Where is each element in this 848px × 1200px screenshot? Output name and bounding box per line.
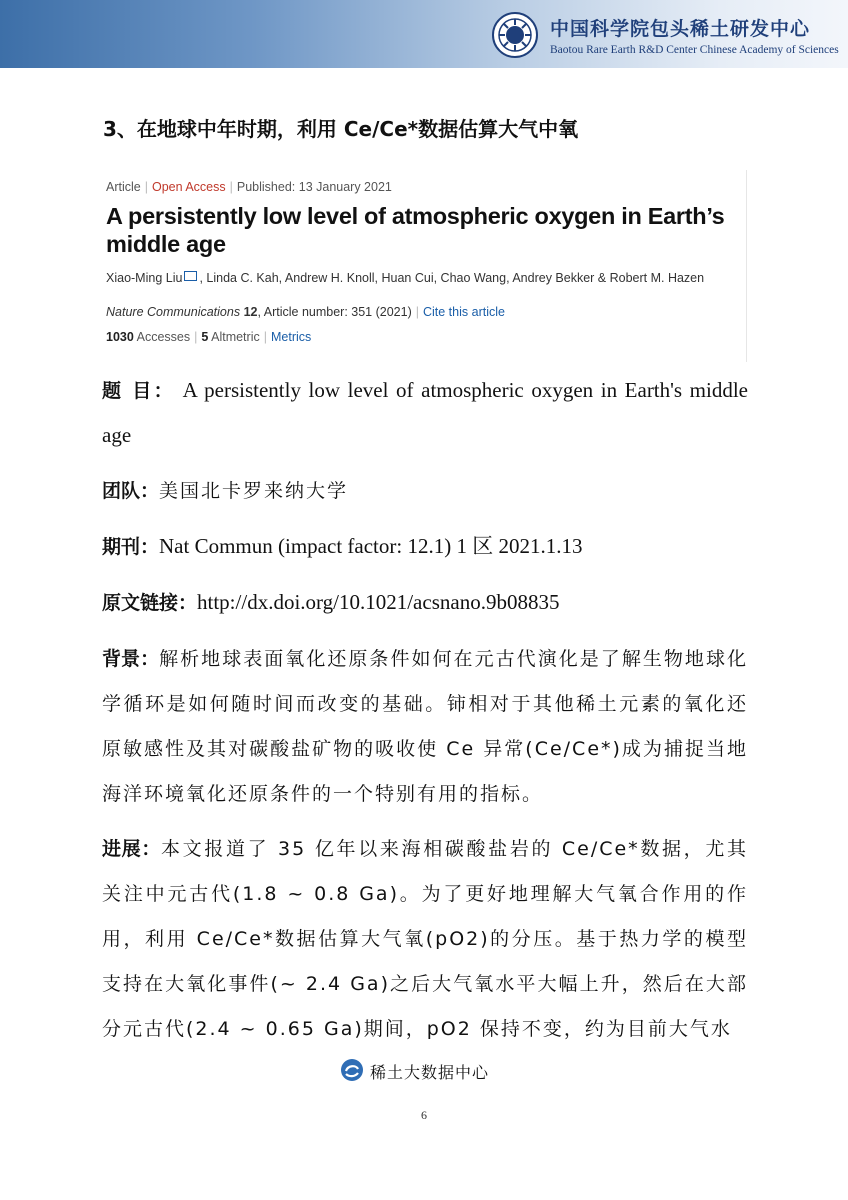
metrics-line: 1030 Accesses | 5 Altmetric | Metrics bbox=[106, 330, 312, 344]
progress-field bbox=[102, 826, 748, 1051]
article-number: , Article number: 351 (2021) bbox=[257, 305, 412, 319]
title-value: A persistently low level of atmospheric oxygen in Earth's middle age bbox=[102, 378, 749, 447]
title-field bbox=[102, 368, 748, 457]
article-title: A persistently low level of atmospheric oxygen in Earth’s middle age bbox=[106, 203, 725, 257]
background-field bbox=[102, 636, 748, 816]
accesses-label: Accesses bbox=[136, 330, 191, 344]
journal-name[interactable]: Nature Communications bbox=[106, 305, 241, 319]
link-label: 原文链接： bbox=[102, 592, 198, 614]
other-authors: , Linda C. Kah, Andrew H. Knoll, Huan Cui, Chao Wang, Andrey Bekker & Robert M. Hazen bbox=[199, 271, 705, 285]
page-header bbox=[0, 0, 848, 68]
team-field bbox=[102, 468, 748, 513]
section-heading: 3、在地球中年时期，利用 Ce/Ce*数据估算大气中氧 bbox=[103, 117, 579, 141]
journal-volume: 12 bbox=[243, 305, 258, 319]
altmetric-label: Altmetric bbox=[211, 330, 260, 344]
link-value[interactable]: http://dx.doi.org/10.1021/acsnano.9b08835 bbox=[197, 590, 560, 614]
cas-emblem-icon bbox=[492, 12, 538, 58]
accesses-count: 1030 bbox=[106, 330, 134, 344]
background-label: 背景： bbox=[102, 648, 160, 670]
team-label: 团队： bbox=[102, 480, 160, 502]
data-center-logo-icon bbox=[340, 1058, 364, 1082]
published-date: Published: 13 January 2021 bbox=[236, 180, 392, 194]
article-meta: Article | Open Access | Published: 13 January 2021 bbox=[106, 180, 392, 194]
article-type: Article bbox=[106, 180, 141, 194]
team-value: 美国北卡罗来纳大学 bbox=[159, 480, 349, 502]
metrics-link[interactable]: Metrics bbox=[270, 330, 312, 344]
altmetric-count: 5 bbox=[201, 330, 209, 344]
org-name-cn: 中国科学院包头稀土研发中心 bbox=[550, 18, 811, 40]
page-number: 6 bbox=[421, 1108, 427, 1122]
title-label: 题 目： bbox=[102, 380, 175, 402]
first-author[interactable]: Xiao-Ming Liu bbox=[106, 271, 183, 285]
progress-label: 进展： bbox=[102, 838, 161, 860]
article-authors bbox=[106, 271, 704, 285]
progress-value: 本文报道了 35 亿年以来海相碳酸盐岩的 Ce/Ce*数据，尤其关注中元古代(1.8 ~ 0.8 Ga)。为了更好地理解大气氧合作用的作用，利用 Ce/Ce*数据估算大气氧(pO2)的分压。基于热力学的模型支持在大氧化事件(~ 2.4 Ga)之后大气氧水平大幅上升，然后在大部分元古代(2.4 ~ 0.65 Ga)期间，pO2 保持不变，约为目前大气水 bbox=[102, 838, 748, 1040]
journal-field bbox=[102, 524, 748, 569]
footer-text: 稀土大数据中心 bbox=[370, 1063, 490, 1082]
journal-line: Nature Communications 12, Article number: 351 (2021) | Cite this article bbox=[106, 305, 505, 319]
open-access-badge: Open Access bbox=[151, 180, 226, 194]
link-field bbox=[102, 580, 748, 625]
cite-link[interactable]: Cite this article bbox=[422, 305, 505, 319]
article-card bbox=[100, 170, 747, 362]
mail-icon[interactable] bbox=[184, 271, 197, 281]
journal-value: Nat Commun (impact factor: 12.1) 1 区 2021.1.13 bbox=[159, 534, 583, 558]
journal-label: 期刊： bbox=[102, 536, 160, 558]
background-value: 解析地球表面氧化还原条件如何在元古代演化是了解生物地球化学循环是如何随时间而改变的基础。铈相对于其他稀土元素的氧化还原敏感性及其对碳酸盐矿物的吸收使 Ce 异常(Ce/Ce*)成为捕捉当地海洋环境氧化还原条件的一个特别有用的指标。 bbox=[102, 648, 748, 805]
org-name-en: Baotou Rare Earth R&D Center Chinese Academy of Sciences bbox=[550, 44, 839, 56]
